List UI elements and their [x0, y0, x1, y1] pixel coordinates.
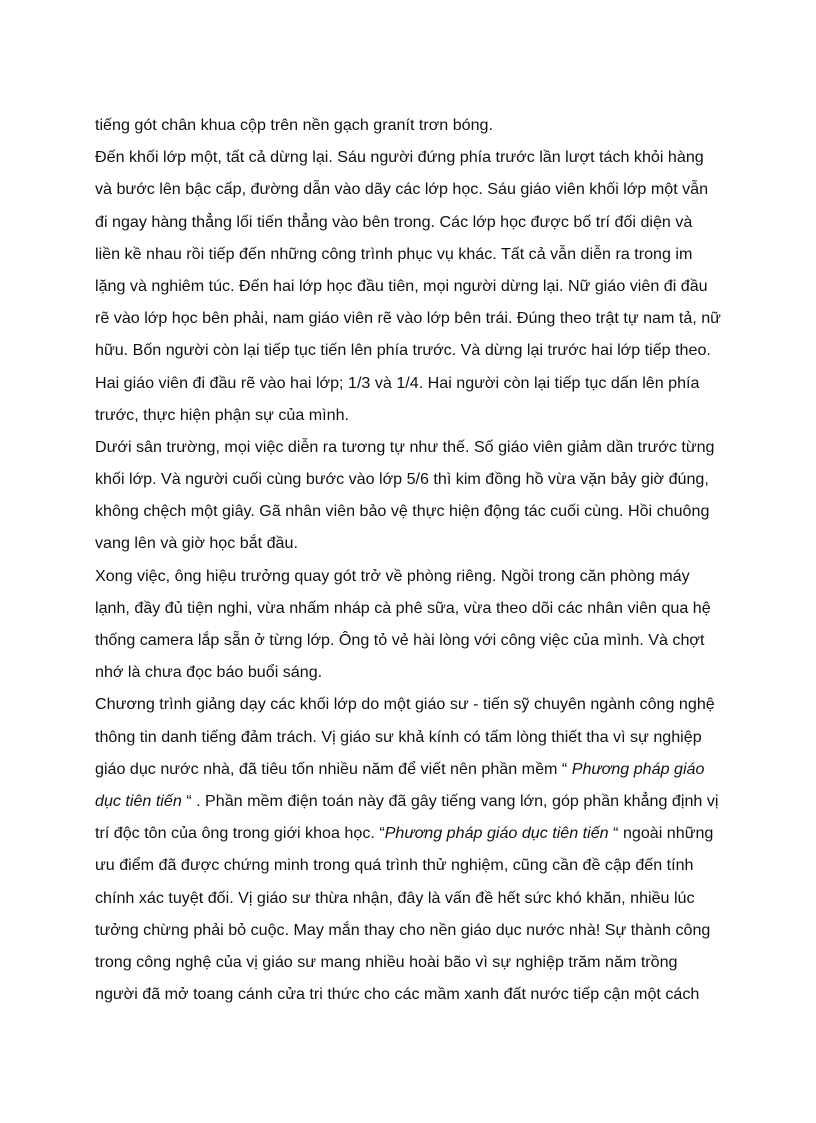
text-line: người đã mở toang cánh cửa tri thức cho các mầm xanh đất nước tiếp cận một cách [95, 985, 700, 1004]
text-line: tưởng chừng phải bỏ cuộc. May mắn thay cho nền giáo dục nước nhà! Sự thành công [95, 920, 711, 939]
text-line: vang lên và giờ học bắt đầu. [95, 534, 298, 553]
text-line: đi ngay hàng thẳng lối tiến thẳng vào bên trong. Các lớp học được bố trí đối diện và [95, 212, 693, 231]
text-line: Hai giáo viên đi đầu rẽ vào hai lớp; 1/3 và 1/4. Hai người còn lại tiếp tục dấn lên phía [95, 373, 700, 392]
text-line: rẽ vào lớp học bên phải, nam giáo viên rẽ vào lớp bên trái. Đúng theo trật tự nam tả, nữ [95, 309, 721, 328]
text-line [95, 817, 735, 849]
text-line: hữu. Bốn người còn lại tiếp tục tiến lên phía trước. Và dừng lại trước hai lớp tiếp theo. [95, 341, 711, 360]
text-line [95, 753, 735, 785]
document-page [95, 109, 735, 1010]
text-line: Đến khối lớp một, tất cả dừng lại. Sáu người đứng phía trước lần lượt tách khỏi hàng [95, 148, 704, 167]
text-line: Xong việc, ông hiệu trưởng quay gót trở về phòng riêng. Ngồi trong căn phòng máy [95, 566, 690, 585]
text-line: tiếng gót chân khua cộp trên nền gạch granít trơn bóng. [95, 116, 493, 134]
text-line: liền kề nhau rồi tiếp đến những công trình phục vụ khác. Tất cả vẫn diễn ra trong im [95, 244, 693, 263]
text-run: trí độc tôn của ông trong giới khoa học. “ [95, 824, 385, 843]
text-line: và bước lên bậc cấp, đường dẫn vào dãy các lớp học. Sáu giáo viên khối lớp một vẫn [95, 180, 709, 199]
italic-title: Phương pháp giáo [571, 759, 705, 778]
text-line: thống camera lắp sẵn ở từng lớp. Ông tỏ vẻ hài lòng với công việc của mình. Và chợt [95, 631, 705, 649]
text-line: chính xác tuyệt đối. Vị giáo sư thừa nhận, đây là vấn đề hết sức khó khăn, nhiều lúc [95, 888, 695, 907]
text-line: Dưới sân trường, mọi việc diễn ra tương tự như thế. Số giáo viên giảm dần trước từng [95, 437, 715, 456]
text-run: “ ngoài những [608, 824, 714, 843]
text-line: trước, thực hiện phận sự của mình. [95, 405, 349, 424]
text-line: khối lớp. Và người cuối cùng bước vào lớp 5/6 thì kim đồng hồ vừa vặn bảy giờ đúng, [95, 470, 709, 489]
italic-title: Phương pháp giáo dục tiên tiến [384, 824, 609, 843]
text-line: nhớ là chưa đọc báo buổi sáng. [95, 663, 323, 682]
text-line: thông tin danh tiếng đảm trách. Vị giáo sư khả kính có tấm lòng thiết tha vì sự nghiệp [95, 727, 702, 746]
text-line: trong công nghệ của vị giáo sư mang nhiều hoài bão vì sự nghiệp trăm năm trồng [95, 952, 678, 971]
text-line: Chương trình giảng dạy các khối lớp do một giáo sư - tiến sỹ chuyên ngành công nghệ [95, 695, 715, 714]
text-line: không chệch một giây. Gã nhân viên bảo vệ thực hiện động tác cuối cùng. Hồi chuông [95, 502, 710, 521]
text-run: giáo dục nước nhà, đã tiêu tốn nhiều năm để viết nên phần mềm “ [95, 759, 572, 778]
italic-title: dục tiên tiến [95, 791, 182, 810]
text-line: ưu điểm đã được chứng minh trong quá trình thử nghiệm, cũng cần đề cập đến tính [95, 856, 694, 875]
text-line [95, 785, 735, 817]
text-line: lạnh, đầy đủ tiện nghi, vừa nhấm nháp cà phê sữa, vừa theo dõi các nhân viên qua hệ [95, 598, 711, 617]
text-line: lặng và nghiêm túc. Đến hai lớp học đầu tiên, mọi người dừng lại. Nữ giáo viên đi đầu [95, 276, 708, 295]
text-run: “ . Phần mềm điện toán này đã gây tiếng vang lớn, góp phần khẳng định vị [181, 791, 719, 810]
